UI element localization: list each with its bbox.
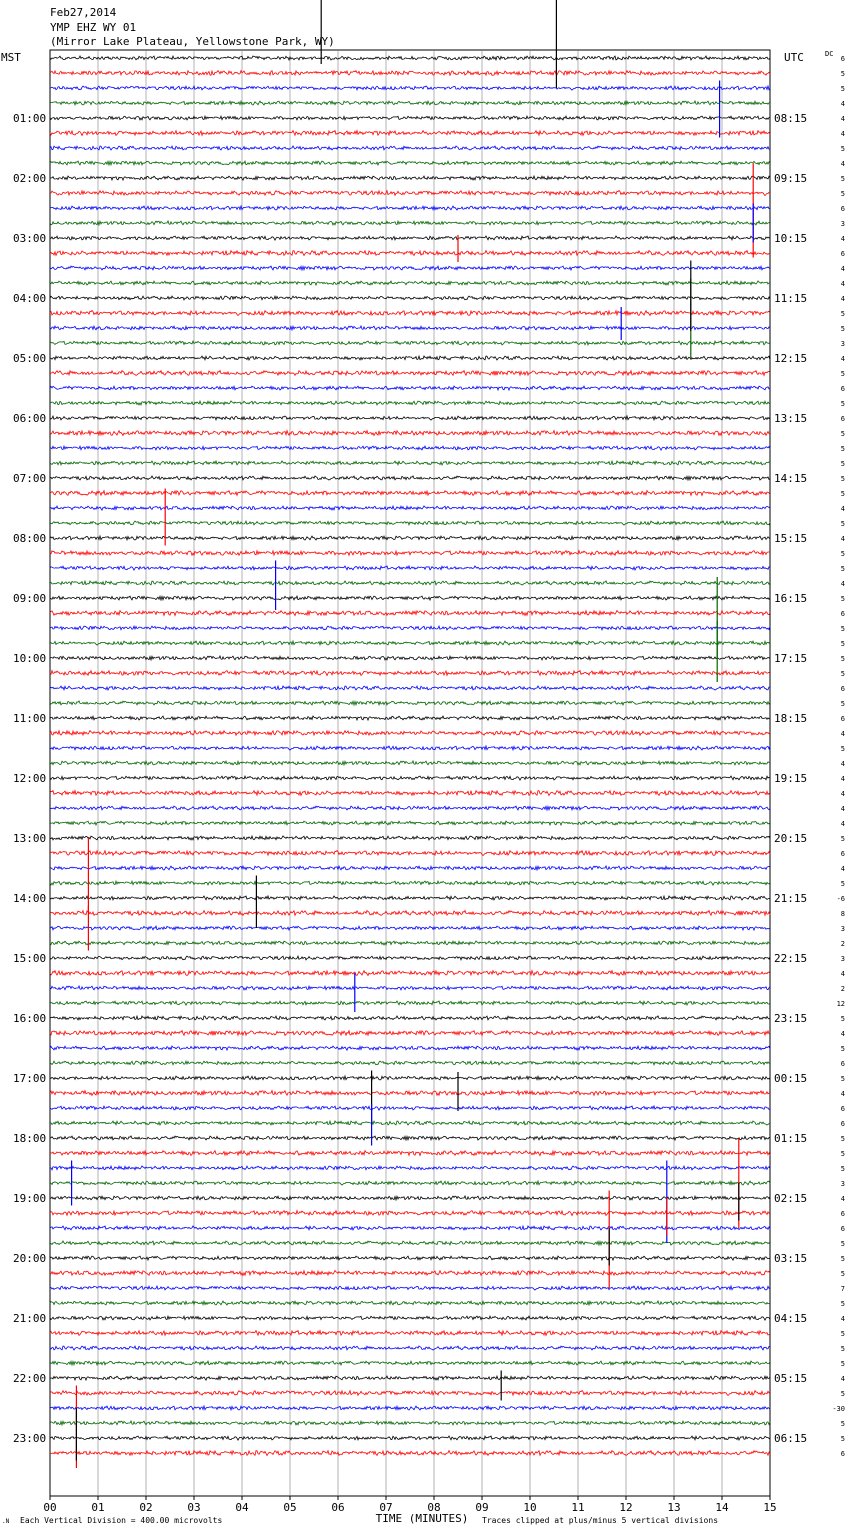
dc-offset-value: 6 <box>840 1060 845 1068</box>
event-spikes <box>72 0 754 1468</box>
header-station: YMP EHZ WY 01 <box>50 21 137 34</box>
dc-offset-value: 6 <box>840 850 845 858</box>
trace-line <box>50 131 770 136</box>
trace-line <box>50 986 770 990</box>
trace-line <box>50 971 770 976</box>
hour-label-utc: 17:15 <box>774 652 808 665</box>
dc-offset-value: 6 <box>840 715 845 723</box>
trace-line <box>50 1241 770 1245</box>
trace-line <box>50 1376 770 1380</box>
dc-offset-value: 5 <box>840 655 845 663</box>
x-tick-label: 13 <box>667 1501 681 1514</box>
hour-label-utc: 16:15 <box>774 592 808 605</box>
trace-line <box>50 326 770 330</box>
hour-label-utc: 23:15 <box>774 1012 808 1025</box>
dc-offset-value: 2 <box>840 940 845 948</box>
trace-line <box>50 341 770 345</box>
trace-lines <box>50 56 770 1456</box>
dc-offset-value: 5 <box>840 1240 845 1248</box>
trace-line <box>50 281 770 285</box>
x-tick-label: 15 <box>763 1501 777 1514</box>
hour-label-utc: 04:15 <box>774 1312 808 1325</box>
trace-line <box>50 296 770 300</box>
trace-line <box>50 731 770 736</box>
trace-line <box>50 806 770 810</box>
dc-offset-value: 3 <box>840 1180 845 1188</box>
trace-line <box>50 461 770 465</box>
dc-offset-value: 5 <box>840 1330 845 1338</box>
dc-offset-value: 5 <box>840 445 845 453</box>
dc-offset-value: 5 <box>840 310 845 318</box>
x-tick-label: 07 <box>379 1501 393 1514</box>
hour-label-mst: 08:00 <box>13 532 47 545</box>
hour-label-utc: 02:15 <box>774 1192 808 1205</box>
hour-label-mst: 12:00 <box>13 772 47 785</box>
dc-offset-value: 4 <box>840 760 845 768</box>
trace-line <box>50 1001 770 1005</box>
trace-line <box>50 1331 770 1336</box>
dc-offset-value: 5 <box>840 1165 845 1173</box>
x-tick-label: 05 <box>283 1501 297 1514</box>
trace-line <box>50 86 770 90</box>
x-axis-label: TIME (MINUTES) <box>375 1512 469 1525</box>
trace-line <box>50 191 770 196</box>
trace-line <box>50 836 770 840</box>
dc-offset-value: 5 <box>840 1300 845 1308</box>
dc-offset-value: 4 <box>840 115 845 123</box>
trace-line <box>50 1361 770 1365</box>
trace-line <box>50 1076 770 1080</box>
dc-offset-value: 4 <box>840 1315 845 1323</box>
dc-offset-value: 6 <box>840 55 845 63</box>
dc-offset-value: 5 <box>840 745 845 753</box>
trace-line <box>50 851 770 856</box>
dc-offset-value: 4 <box>840 1195 845 1203</box>
hour-label-mst: 21:00 <box>13 1312 47 1325</box>
plot-frame <box>50 50 770 1496</box>
trace-line <box>50 581 770 585</box>
dc-offset-value: 6 <box>840 1450 845 1458</box>
hour-label-utc: 14:15 <box>774 472 808 485</box>
dc-offset-value: -6 <box>836 895 845 903</box>
dc-offset-value: 4 <box>840 355 845 363</box>
corner-mark: .N <box>2 1518 10 1525</box>
dc-offset-value: 5 <box>840 640 845 648</box>
hour-label-mst: 15:00 <box>13 952 47 965</box>
hour-label-mst: 03:00 <box>13 232 47 245</box>
trace-line <box>50 656 770 660</box>
trace-line <box>50 1391 770 1396</box>
dc-offset-value: 5 <box>840 490 845 498</box>
hour-label-utc: 12:15 <box>774 352 808 365</box>
trace-line <box>50 356 770 360</box>
dc-offset-value: 5 <box>840 175 845 183</box>
dc-offset-value: 5 <box>840 565 845 573</box>
trace-line <box>50 536 770 540</box>
trace-line <box>50 746 770 750</box>
trace-line <box>50 1106 770 1110</box>
dc-offset-value: 5 <box>840 1435 845 1443</box>
x-tick-label: 09 <box>475 1501 489 1514</box>
trace-line <box>50 626 770 630</box>
dc-offset-value: 5 <box>840 880 845 888</box>
dc-label: DC <box>825 50 834 58</box>
dc-offset-value: 5 <box>840 1345 845 1353</box>
dc-offset-value: 4 <box>840 280 845 288</box>
trace-line <box>50 1181 770 1185</box>
dc-offset-value: 5 <box>840 670 845 678</box>
dc-offset-value: 6 <box>840 415 845 423</box>
dc-offset-value: 5 <box>840 700 845 708</box>
hour-label-utc: 13:15 <box>774 412 808 425</box>
trace-line <box>50 71 770 76</box>
dc-offset-value: 4 <box>840 265 845 273</box>
trace-line <box>50 1211 770 1216</box>
x-tick-label: 12 <box>619 1501 633 1514</box>
dc-offset-value: 5 <box>840 1135 845 1143</box>
dc-offset-value: 7 <box>840 1285 845 1293</box>
x-tick-label: 00 <box>43 1501 57 1514</box>
hour-label-utc: 09:15 <box>774 172 808 185</box>
hour-label-utc: 20:15 <box>774 832 808 845</box>
hour-label-utc: 03:15 <box>774 1252 808 1265</box>
hour-label-mst: 07:00 <box>13 472 47 485</box>
dc-offset-value: 5 <box>840 145 845 153</box>
dc-offset-value: 4 <box>840 1030 845 1038</box>
dc-offset-value: 5 <box>840 1150 845 1158</box>
trace-line <box>50 1016 770 1020</box>
dc-offset-value: 5 <box>840 1015 845 1023</box>
dc-offset-value: 5 <box>840 475 845 483</box>
trace-line <box>50 101 770 105</box>
trace-line <box>50 431 770 436</box>
x-tick-label: 02 <box>139 1501 153 1514</box>
trace-line <box>50 1046 770 1050</box>
hour-label-mst: 22:00 <box>13 1372 47 1385</box>
hour-label-mst: 13:00 <box>13 832 47 845</box>
trace-line <box>50 686 770 690</box>
trace-line <box>50 1316 770 1320</box>
dc-offset-value: 6 <box>840 385 845 393</box>
dc-offset-value: 5 <box>840 460 845 468</box>
dc-offset-value: 4 <box>840 535 845 543</box>
dc-offset-value: 6 <box>840 1120 845 1128</box>
trace-line <box>50 671 770 676</box>
trace-line <box>50 311 770 316</box>
trace-line <box>50 1091 770 1096</box>
hour-label-utc: 08:15 <box>774 112 808 125</box>
dc-offset-value: 5 <box>840 1075 845 1083</box>
trace-line <box>50 1166 770 1170</box>
hour-label-utc: 22:15 <box>774 952 808 965</box>
trace-line <box>50 551 770 556</box>
dc-offset-column <box>832 55 845 1458</box>
hour-label-mst: 04:00 <box>13 292 47 305</box>
trace-line <box>50 1346 770 1350</box>
trace-line <box>50 791 770 796</box>
trace-line <box>50 1061 770 1065</box>
hour-label-utc: 05:15 <box>774 1372 808 1385</box>
trace-line <box>50 1136 770 1140</box>
dc-offset-value: 5 <box>840 550 845 558</box>
hour-label-mst: 06:00 <box>13 412 47 425</box>
trace-line <box>50 401 770 405</box>
trace-line <box>50 416 770 420</box>
dc-offset-value: 3 <box>840 925 845 933</box>
trace-line <box>50 941 770 945</box>
trace-line <box>50 1226 770 1230</box>
hour-label-mst: 18:00 <box>13 1132 47 1145</box>
hour-label-mst: 19:00 <box>13 1192 47 1205</box>
dc-offset-value: 4 <box>840 730 845 738</box>
trace-line <box>50 491 770 496</box>
hour-label-utc: 11:15 <box>774 292 808 305</box>
x-tick-label: 10 <box>523 1501 537 1514</box>
dc-offset-value: 5 <box>840 835 845 843</box>
dc-offset-value: 4 <box>840 160 845 168</box>
trace-line <box>50 506 770 510</box>
dc-offset-value: 4 <box>840 1090 845 1098</box>
hour-label-mst: 14:00 <box>13 892 47 905</box>
trace-line <box>50 1301 770 1305</box>
grid-lines <box>50 50 770 1496</box>
dc-offset-value: -30 <box>832 1405 845 1413</box>
trace-line <box>50 911 770 916</box>
dc-offset-value: 6 <box>840 1210 845 1218</box>
dc-offset-value: 5 <box>840 1420 845 1428</box>
dc-offset-value: 5 <box>840 1255 845 1263</box>
dc-offset-value: 4 <box>840 1375 845 1383</box>
trace-line <box>50 566 770 570</box>
dc-offset-value: 5 <box>840 430 845 438</box>
trace-line <box>50 446 770 450</box>
trace-line <box>50 896 770 900</box>
dc-offset-value: 4 <box>840 235 845 243</box>
dc-offset-value: 5 <box>840 190 845 198</box>
x-tick-label: 06 <box>331 1501 345 1514</box>
hour-label-utc: 15:15 <box>774 532 808 545</box>
scale-note: Each Vertical Division = 400.00 microvolts <box>20 1516 223 1525</box>
trace-line <box>50 956 770 960</box>
trace-line <box>50 821 770 825</box>
hour-label-utc: 01:15 <box>774 1132 808 1145</box>
hour-label-utc: 19:15 <box>774 772 808 785</box>
dc-offset-value: 6 <box>840 610 845 618</box>
hour-label-mst: 10:00 <box>13 652 47 665</box>
trace-line <box>50 1256 770 1260</box>
x-tick-label: 04 <box>235 1501 249 1514</box>
dc-offset-value: 4 <box>840 130 845 138</box>
dc-offset-value: 4 <box>840 775 845 783</box>
x-tick-label: 01 <box>91 1501 105 1514</box>
trace-line <box>50 221 770 225</box>
hour-label-utc: 00:15 <box>774 1072 808 1085</box>
header-date: Feb27,2014 <box>50 6 117 19</box>
trace-line <box>50 56 770 60</box>
axis-left-title: MST <box>1 51 21 64</box>
dc-offset-value: 5 <box>840 1360 845 1368</box>
trace-line <box>50 1121 770 1125</box>
hour-label-utc: 10:15 <box>774 232 808 245</box>
trace-line <box>50 611 770 616</box>
hour-label-utc: 18:15 <box>774 712 808 725</box>
trace-line <box>50 596 770 600</box>
dc-offset-value: 6 <box>840 1105 845 1113</box>
trace-line <box>50 701 770 705</box>
dc-offset-value: 4 <box>840 295 845 303</box>
dc-offset-value: 5 <box>840 70 845 78</box>
dc-offset-value: 5 <box>840 595 845 603</box>
hour-label-mst: 23:00 <box>13 1432 47 1445</box>
dc-offset-value: 5 <box>840 325 845 333</box>
trace-line <box>50 926 770 930</box>
dc-offset-value: 4 <box>840 970 845 978</box>
x-tick-label: 03 <box>187 1501 201 1514</box>
dc-offset-value: 6 <box>840 685 845 693</box>
trace-line <box>50 1451 770 1456</box>
dc-offset-value: 8 <box>840 910 845 918</box>
dc-offset-value: 5 <box>840 370 845 378</box>
trace-line <box>50 386 770 390</box>
dc-offset-value: 3 <box>840 955 845 963</box>
trace-line <box>50 116 770 120</box>
trace-line <box>50 476 770 480</box>
trace-line <box>50 146 770 150</box>
dc-offset-value: 2 <box>840 985 845 993</box>
trace-line <box>50 776 770 780</box>
trace-line <box>50 1421 770 1425</box>
dc-offset-value: 4 <box>840 100 845 108</box>
hour-label-mst: 01:00 <box>13 112 47 125</box>
hour-label-utc: 06:15 <box>774 1432 808 1445</box>
trace-line <box>50 1436 770 1440</box>
trace-line <box>50 1271 770 1276</box>
trace-line <box>50 1286 770 1290</box>
dc-offset-value: 3 <box>840 340 845 348</box>
trace-line <box>50 161 770 165</box>
dc-offset-value: 4 <box>840 805 845 813</box>
hour-label-mst: 16:00 <box>13 1012 47 1025</box>
trace-line <box>50 716 770 720</box>
trace-line <box>50 1196 770 1200</box>
trace-line <box>50 641 770 645</box>
trace-line <box>50 236 770 240</box>
x-tick-label: 11 <box>571 1501 585 1514</box>
dc-offset-value: 5 <box>840 625 845 633</box>
trace-line <box>50 866 770 870</box>
hour-label-mst: 17:00 <box>13 1072 47 1085</box>
dc-offset-value: 4 <box>840 820 845 828</box>
hour-label-mst: 11:00 <box>13 712 47 725</box>
x-tick-label: 14 <box>715 1501 729 1514</box>
dc-offset-value: 4 <box>840 790 845 798</box>
hour-label-utc: 21:15 <box>774 892 808 905</box>
dc-offset-value: 5 <box>840 520 845 528</box>
dc-offset-value: 4 <box>840 505 845 513</box>
hour-label-mst: 09:00 <box>13 592 47 605</box>
trace-line <box>50 251 770 256</box>
trace-line <box>50 761 770 765</box>
dc-offset-value: 5 <box>840 400 845 408</box>
x-tick-label: 08 <box>427 1501 441 1514</box>
header-location: (Mirror Lake Plateau, Yellowstone Park, WY) <box>50 35 335 48</box>
axis-right-title: UTC <box>784 51 804 64</box>
dc-offset-value: 3 <box>840 220 845 228</box>
dc-offset-value: 4 <box>840 580 845 588</box>
dc-offset-value: 6 <box>840 250 845 258</box>
dc-offset-value: 6 <box>840 205 845 213</box>
trace-line <box>50 206 770 210</box>
dc-offset-value: 5 <box>840 1390 845 1398</box>
dc-offset-value: 5 <box>840 1270 845 1278</box>
trace-line <box>50 176 770 180</box>
hour-label-mst: 05:00 <box>13 352 47 365</box>
trace-line <box>50 1151 770 1156</box>
trace-line <box>50 266 770 270</box>
trace-line <box>50 371 770 376</box>
trace-line <box>50 1406 770 1410</box>
trace-line <box>50 521 770 525</box>
clip-note: Traces clipped at plus/minus 5 vertical divisions <box>482 1516 719 1525</box>
dc-offset-value: 4 <box>840 865 845 873</box>
trace-line <box>50 881 770 885</box>
dc-offset-value: 5 <box>840 85 845 93</box>
dc-offset-value: 6 <box>840 1225 845 1233</box>
trace-line <box>50 1031 770 1036</box>
dc-offset-value: 12 <box>836 1000 845 1008</box>
dc-offset-value: 5 <box>840 1045 845 1053</box>
hour-label-mst: 20:00 <box>13 1252 47 1265</box>
hour-label-mst: 02:00 <box>13 172 47 185</box>
